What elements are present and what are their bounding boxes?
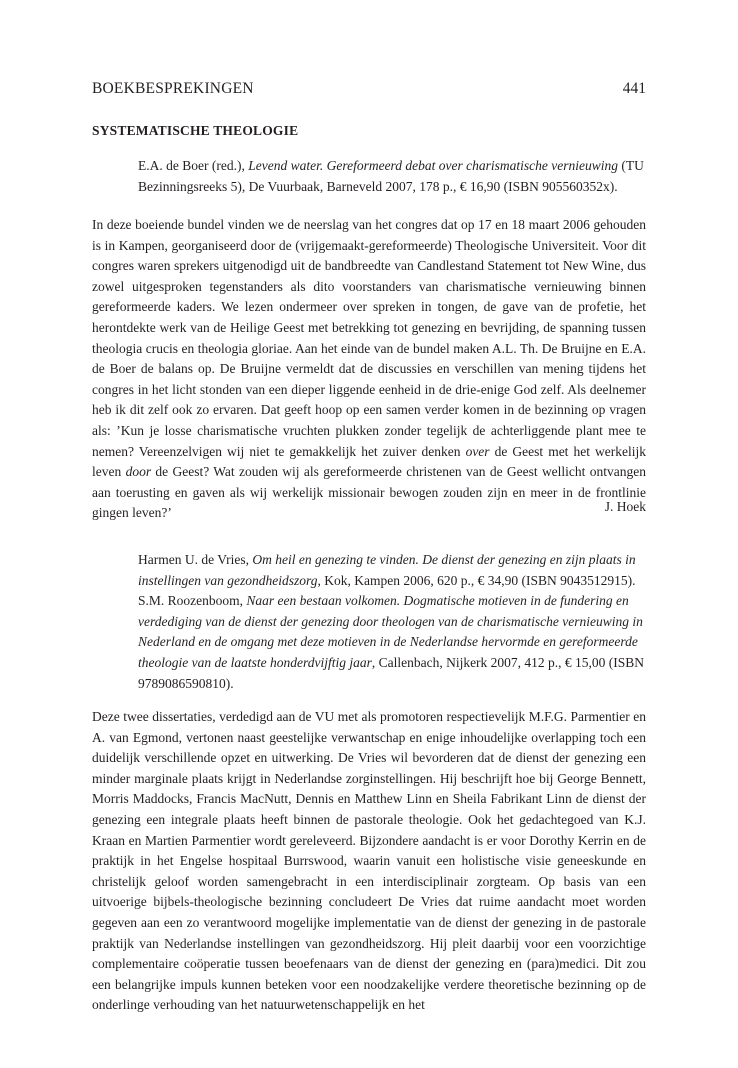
- body-fragment: de Geest met het werkelijk leven: [92, 443, 647, 480]
- body-fragment: de Geest? Wat zouden wij als gereformeerde christenen van de Geest wellicht ontvangen aan toerusting en gaven als wij werkelijk missionair bewogen zouden zijn en meer in de frontlinie gingen leven?’: [92, 464, 646, 521]
- bib-fragment: , Callenbach, Nijkerk 2007, 412 p., € 15,00 (ISBN 9789086590810).: [138, 654, 645, 691]
- review-1-body: [92, 215, 646, 524]
- section-title: SYSTEMATISCHE THEOLOGIE: [92, 123, 299, 138]
- review-2-bibliography: [138, 550, 646, 694]
- book-title: Om heil en genezing te vinden. De dienst der genezing en zijn plaats in instellingen van gezondheidszorg: [138, 552, 636, 588]
- bib-fragment: , Kok, Kampen 2006, 620 p., € 34,90 (ISBN 9043512915). S.M. Roozenboom,: [138, 572, 636, 609]
- emphasis: door: [125, 464, 152, 480]
- review-1-signature: J. Hoek: [604, 499, 646, 514]
- bib-fragment: E.A. de Boer (red.),: [138, 158, 249, 173]
- body-fragment: In deze boeiende bundel vinden we de neerslag van het congres dat op 17 en 18 maart 2006 gehouden is in Kampen, georganiseerd door de (vrijgemaakt-gereformeerde) Theologische Universiteit. Voor dit congres waren sprekers uitgenodigd uit de bandbreedte van Candlestand Statement tot New Wine, dus zowel uitgesproken tegenstanders als dito voorstanders van charismatische vernieuwing binnen gereformeerde kaders. We lezen ondermeer over spreken in tongen, de gave van de profetie, het herontdekte werk van de Heilige Geest met betrekking tot genezing en bevrijding, de spanning tussen theologia crucis en theologia gloriae. Aan het einde van de bundel maken A.L. Th. De Bruijne en E.A. de Boer de balans op. De Bruijne vermeldt dat de discussies en verschillen van mening tijdens het congres in het licht stonden van een dieper liggende eenheid in de drie-enige God zelf. Als deelnemer heb ik dit zelf ook zo ervaren. Dat geeft hoop op een samen verder komen in de bezinning op vragen als: ’Kun je losse charismatische vruchten plukken zonder tegelijk de achterliggende plant mee te nemen? Vereenzelvigen wij niet te gemakkelijk het zuiver denken: [92, 217, 646, 459]
- page-number: 441: [622, 80, 646, 97]
- running-header-section: BOEKBESPREKINGEN: [92, 80, 254, 97]
- bib-fragment: Harmen U. de Vries,: [138, 552, 253, 567]
- body-fragment: Deze twee dissertaties, verdedigd aan de VU met als promotoren respectievelijk M.F.G. Parmentier en A. van Egmond, vertonen naast geestelijke verwantschap en enige inhoudelijke overlapping toch een duidelijk verschillende opzet en uitwerking. De Vries wil bevorderen dat de dienst der genezing een minder marginale plaats krijgt in Nederlandse zorginstellingen. Hij beschrijft hoe bij George Bennett, Morris Maddocks, Francis MacNutt, Dennis en Matthew Linn en Sheila Fabrikant Linn de dienst der genezing een integrale plaats heeft binnen de pastorale theologie. Ook het gedachtegoed van K.J. Kraan en Martien Parmentier wordt gereleveerd. Bijzondere aandacht is er voor Dorothy Kerrin en de praktijk in het Engelse hospitaal Burrswood, waarin vanuit een holistische visie geneeskunde en christelijk geloof worden samengebracht in een interdisciplinair zorgteam. Op basis van een uitvoerige bijbels-theologische bezinning concludeert De Vries dat ruime aandacht moet worden gegeven aan een zo verantwoord mogelijke implementatie van de dienst der genezing in de pastorale praktijk van Nederlandse instellingen van gezondheidszorg. Hij pleit daarbij voor een voorzichtige complementaire coöperatie tussen beoefenaars van de dienst der genezing en (para)medici. Dit zou een belangrijke impuls kunnen beteken voor een noodzakelijke verdere theoretische bezinning op de onderlinge verhouding van het natuurwetenschappelijk en het: [92, 709, 646, 1013]
- review-2-body: [92, 707, 646, 1016]
- book-title: Levend water. Gereformeerd debat over charismatische vernieuwing: [248, 158, 619, 173]
- emphasis: over: [465, 443, 490, 459]
- bib-fragment: (TU Bezinningsreeks 5), De Vuurbaak, Barneveld 2007, 178 p., € 16,90 (ISBN 905560352x).: [138, 158, 644, 194]
- running-header: [92, 78, 646, 100]
- review-1-bibliography: [138, 156, 646, 197]
- book-title: Naar een bestaan volkomen. Dogmatische motieven in de fundering en verdediging van de dienst der genezing door theologen van de charismatische vernieuwing in Nederland en de omgang met deze motieven in de Nederlandse hervormde en gereformeerde theologie van de laatste honderdvijftig jaar: [138, 593, 643, 670]
